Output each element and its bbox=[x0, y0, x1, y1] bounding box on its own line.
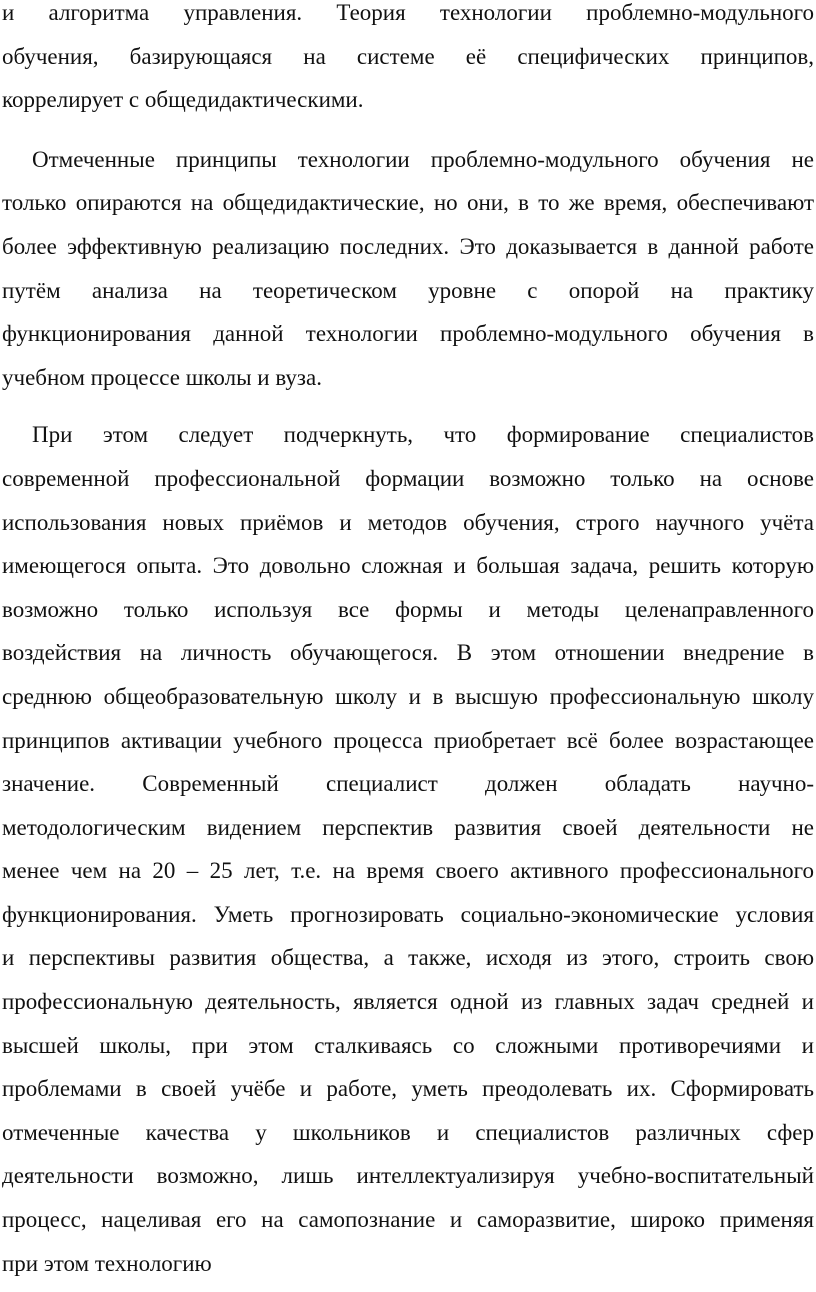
paragraph-line: функционирования. Уметь прогнозировать социально-экономические условия bbox=[2, 901, 814, 927]
paragraph-line: возможно только используя все формы и методы целенаправленного bbox=[2, 596, 814, 622]
paragraph-line: принципов активации учебного процесса приобретает всё более возрастающее bbox=[2, 727, 814, 753]
paragraph-line: современной профессиональной формации возможно только на основе bbox=[2, 465, 814, 491]
paragraph-line: учебном процессе школы и вуза. bbox=[2, 364, 322, 390]
paragraph-line: воздействия на личность обучающегося. В этом отношении внедрение в bbox=[2, 640, 814, 666]
paragraph-line: и перспективы развития общества, а также, исходя из этого, строить свою bbox=[2, 945, 814, 971]
paragraph-line: деятельности возможно, лишь интеллектуализируя учебно-воспитательный bbox=[2, 1163, 814, 1189]
paragraph-line: среднюю общеобразовательную школу и в высшую профессиональную школу bbox=[2, 683, 814, 709]
paragraph-line: только опираются на общедидактические, но они, в то же время, обеспечивают bbox=[2, 190, 814, 216]
paragraph-line: высшей школы, при этом сталкиваясь со сложными противоречиями и bbox=[2, 1032, 814, 1058]
paragraph-line: более эффективную реализацию последних. Это доказывается в данной работе bbox=[2, 233, 814, 259]
paragraph-line: при этом технологию bbox=[2, 1250, 212, 1276]
paragraph-line: профессиональную деятельность, является одной из главных задач средней и bbox=[2, 989, 814, 1015]
paragraph-line: и алгоритма управления. Теория технологии проблемно-модульного bbox=[2, 0, 814, 25]
paragraph-3 bbox=[2, 420, 814, 1292]
paragraph-line: значение. Современный специалист должен обладать научно- bbox=[2, 771, 814, 797]
paragraph-line: функционирования данной технологии проблемно-модульного обучения в bbox=[2, 321, 814, 347]
paragraph-line: проблемами в своей учёбе и работе, уметь преодолевать их. Сформировать bbox=[2, 1076, 814, 1102]
paragraph-line: имеющегося опыта. Это довольно сложная и большая задача, решить которую bbox=[2, 553, 814, 579]
paragraph-line: обучения, базирующаяся на системе её специфических принципов, bbox=[2, 43, 814, 69]
paragraph-line: При этом следует подчеркнуть, что формирование специалистов bbox=[32, 422, 814, 448]
paragraph-line: методологическим видением перспектив развития своей деятельности не bbox=[2, 814, 814, 840]
paragraph-line: Отмеченные принципы технологии проблемно-модульного обучения не bbox=[32, 146, 814, 172]
paragraph-line: использования новых приёмов и методов обучения, строго научного учёта bbox=[2, 509, 814, 535]
paragraph-line: отмеченные качества у школьников и специалистов различных сфер bbox=[2, 1119, 814, 1145]
paragraph-2 bbox=[2, 145, 814, 407]
paragraph-1 bbox=[2, 0, 814, 129]
paragraph-line: процесс, нацеливая его на самопознание и саморазвитие, широко применяя bbox=[2, 1207, 814, 1233]
paragraph-line: менее чем на 20 – 25 лет, т.е. на время своего активного профессионального bbox=[2, 858, 814, 884]
paragraph-line: путём анализа на теоретическом уровне с опорой на практику bbox=[2, 277, 814, 303]
paragraph-line: коррелирует с общедидактическими. bbox=[2, 87, 364, 113]
